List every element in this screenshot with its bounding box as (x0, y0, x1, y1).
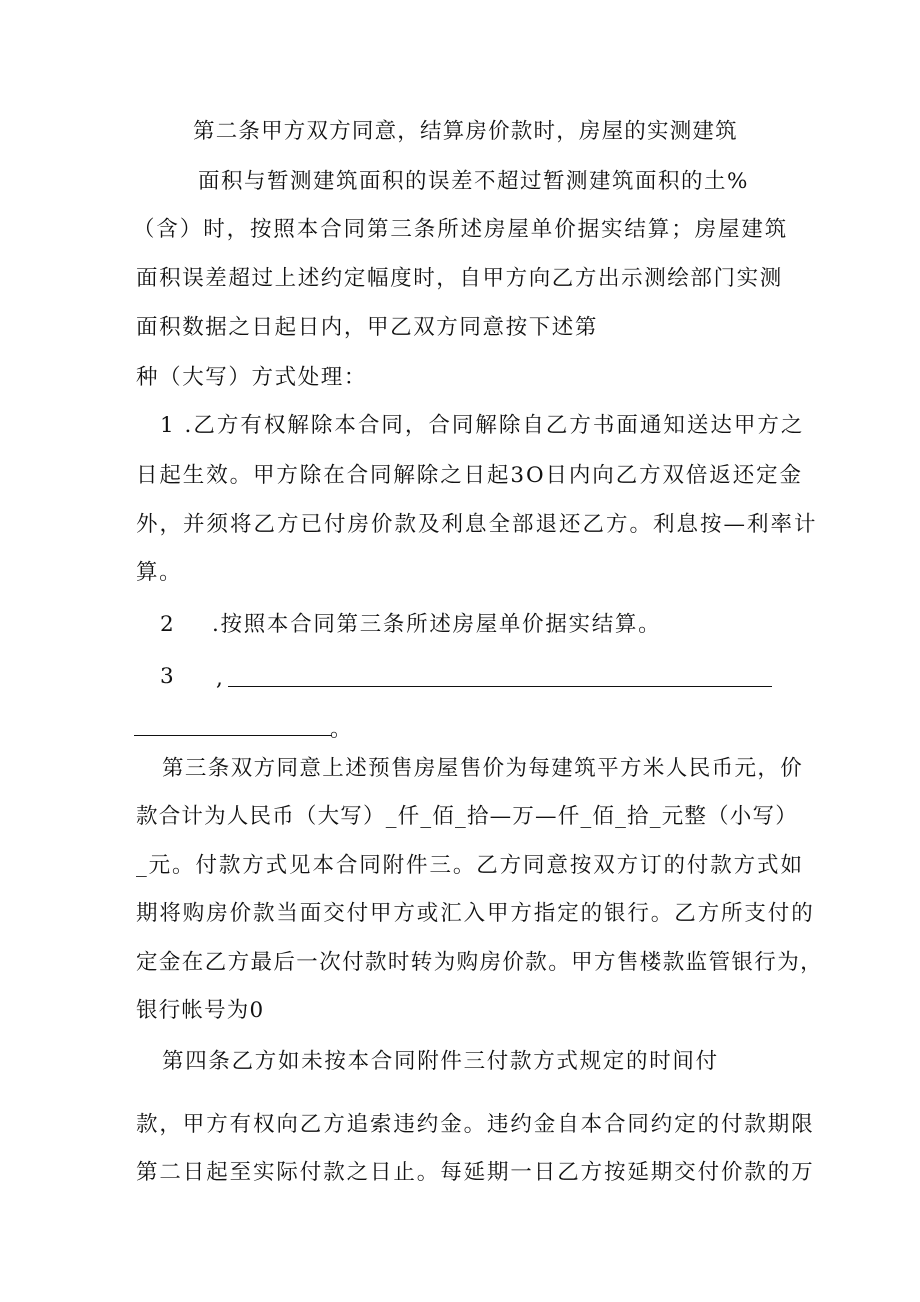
item-3-period: 。 (330, 717, 354, 742)
item-2-text: .按照本合同第三条所述房屋单价据实结算。 (212, 612, 662, 637)
article3-line-3: _元。付款方式见本合同附件三。乙方同意按双方订的付款方式如 (136, 853, 804, 878)
article3-line-2: 款合计为人民币（大写）_仟_佰_拾—万—仟_佰_拾_元整（小写） (136, 804, 798, 829)
item-3-number: 3 (160, 664, 176, 689)
article4-line-2: 款，甲方有权向乙方追索违约金。违约金自本合同约定的付款期限 (136, 1112, 815, 1137)
article2-line-3: （含）时，按照本合同第三条所述房屋单价据实结算；房屋建筑 (133, 217, 789, 242)
item-1-line-2: 日起生效。甲方除在合同解除之日起3O日内向乙方双倍返还定金 (136, 463, 803, 488)
article3-line-4: 期将购房价款当面交付甲方或汇入甲方指定的银行。乙方所支付的 (136, 901, 815, 926)
article4-line-1: 第四条乙方如未按本合同附件三付款方式规定的时间付 (162, 1049, 719, 1074)
article2-line-6: 种（大写）方式处理： (136, 365, 368, 390)
article4-line-3: 第二日起至实际付款之日止。每延期一日乙方按延期交付价款的万 (136, 1160, 815, 1185)
item-1-line-1: 1 .乙方有权解除本合同，合同解除自乙方书面通知送达甲方之 (160, 413, 805, 438)
article2-line-1: 第二条甲方双方同意，结算房价款时，房屋的实测建筑 (193, 119, 738, 144)
item-2-number: 2 (160, 612, 176, 637)
article3-line-1: 第三条双方同意上述预售房屋售价为每建筑平方米人民币元，价 (162, 756, 804, 781)
article3-line-6: 银行帐号为0 (136, 998, 265, 1023)
item-3-blank-line (228, 686, 772, 687)
item-1-line-3: 外，并须将乙方已付房价款及利息全部退还乙方。利息按—利率计 (136, 512, 818, 537)
article3-line-5: 定金在乙方最后一次付款时转为购房价款。甲方售楼款监管银行为， (136, 950, 824, 975)
article2-line-2: 面积与暂测建筑面积的误差不超过暂测建筑面积的土% (198, 169, 749, 194)
item-3-comma: , (216, 666, 225, 691)
article2-line-5: 面积数据之日起日内，甲乙双方同意按下述第 (136, 315, 599, 340)
item-1-line-4: 算。 (136, 560, 183, 585)
article2-line-4: 面积误差超过上述约定幅度时，自甲方向乙方出示测绘部门实测 (136, 266, 783, 291)
item-3-blank-line-continued (134, 735, 332, 736)
